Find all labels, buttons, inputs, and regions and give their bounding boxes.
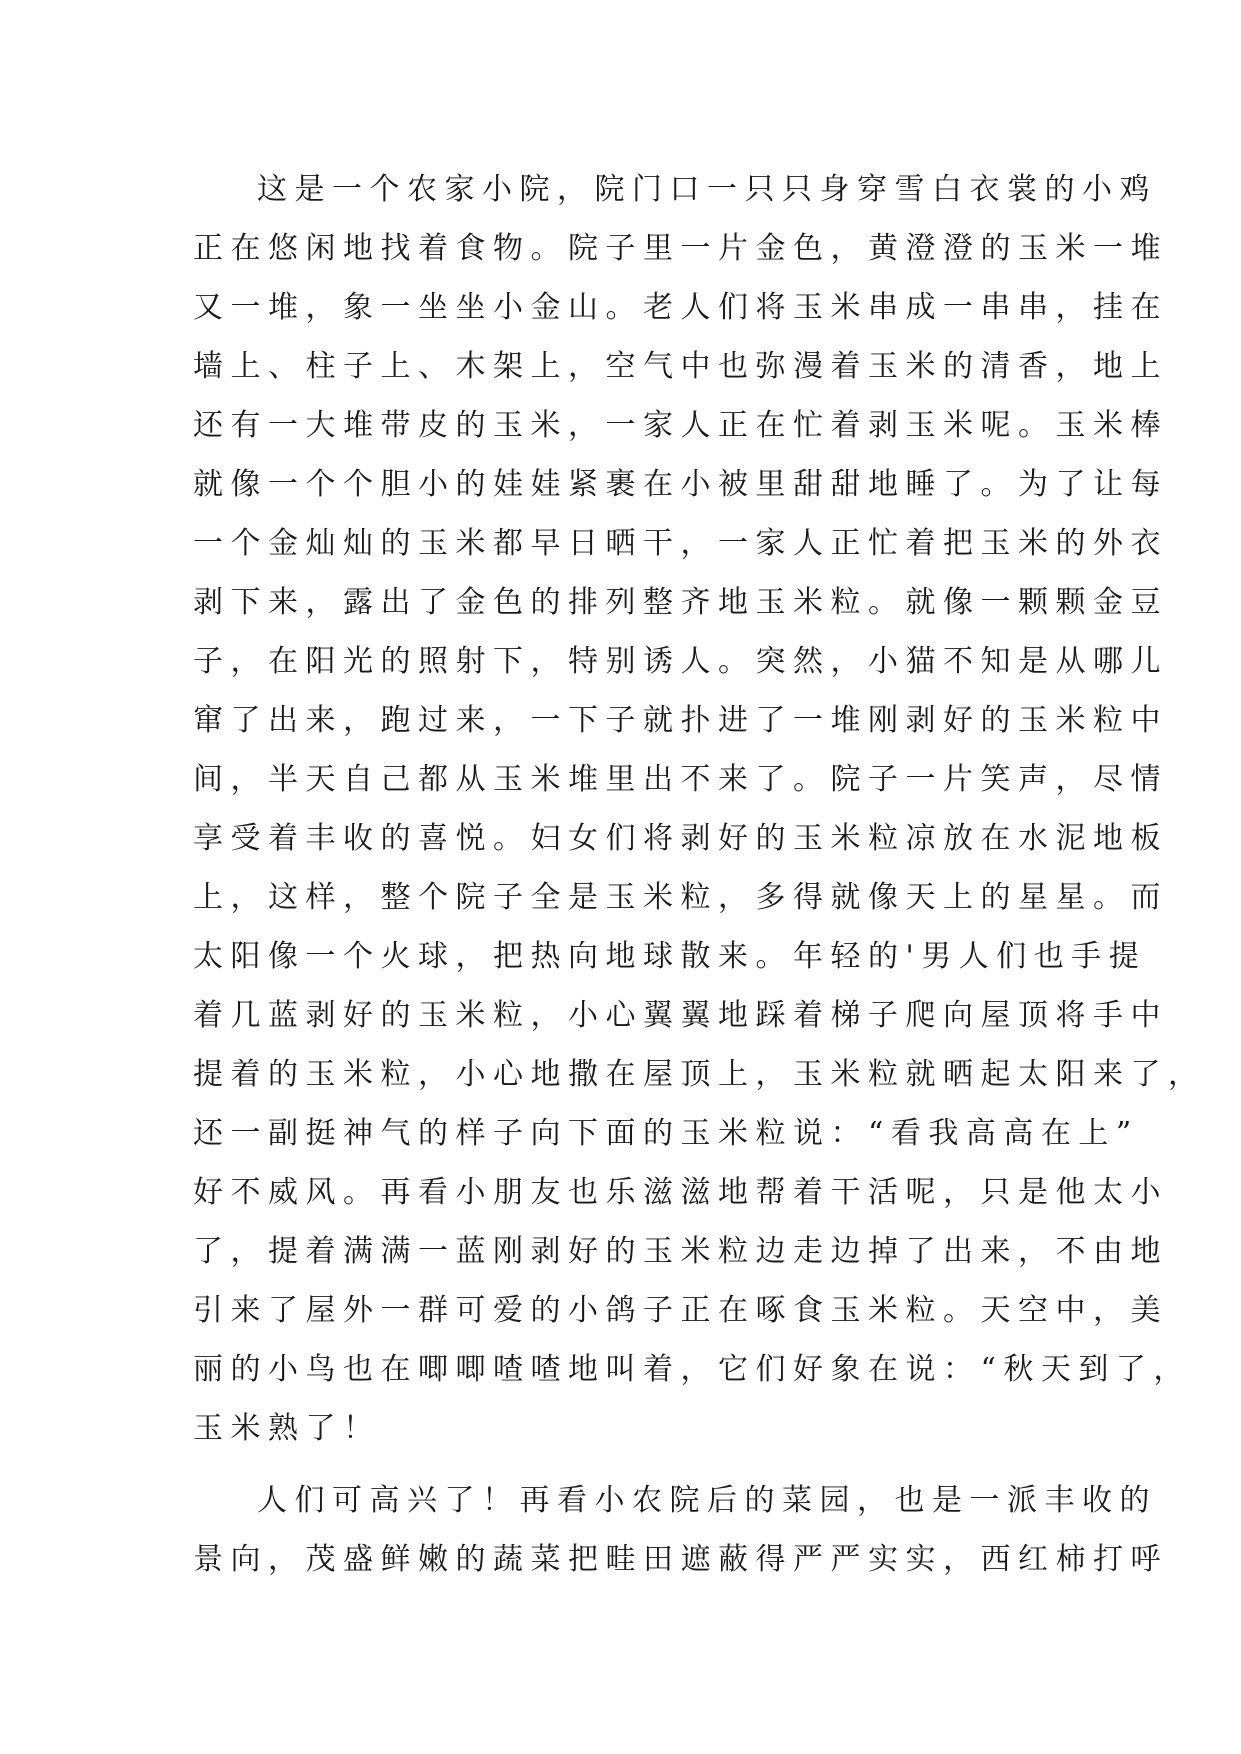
text-line: 正在悠闲地找着食物。院子里一片金色，黄澄澄的玉米一堆	[193, 231, 1168, 266]
paragraph-2	[193, 1471, 1168, 1589]
body-text	[193, 160, 1206, 1589]
text-line: 就像一个个胆小的娃娃紧裹在小被里甜甜地睡了。为了让每	[193, 467, 1168, 502]
text-line: 剥下来，露出了金色的排列整齐地玉米粒。就像一颗颗金豆	[193, 585, 1168, 620]
text-line: 丽的小鸟也在唧唧喳喳地叫着，它们好象在说：“秋天到了，	[193, 1352, 1191, 1387]
text-line: 好不威风。再看小朋友也乐滋滋地帮着干活呢，只是他太小	[193, 1175, 1168, 1210]
text-line: 还有一大堆带皮的玉米，一家人正在忙着剥玉米呢。玉米棒	[193, 408, 1168, 443]
paragraph-spacer	[193, 1458, 1055, 1471]
text-line: 又一堆，象一坐坐小金山。老人们将玉米串成一串串，挂在	[193, 290, 1168, 325]
text-line: 上，这样，整个院子全是玉米粒，多得就像天上的星星。而	[193, 880, 1168, 915]
text-line: 玉米熟了！	[193, 1411, 381, 1446]
text-line: 了，提着满满一蓝刚剥好的玉米粒边走边掉了出来，不由地	[193, 1234, 1168, 1269]
text-line: 太阳像一个火球，把热向地球散来。年轻的'男人们也手提	[193, 939, 1147, 974]
text-line: 还一副挺神气的样子向下面的玉米粒说：“看我高高在上”	[193, 1116, 1139, 1151]
text-line: 享受着丰收的喜悦。妇女们将剥好的玉米粒凉放在水泥地板	[193, 821, 1168, 856]
text-line: 一个金灿灿的玉米都早日晒干，一家人正忙着把玉米的外衣	[193, 526, 1168, 561]
text-line: 引来了屋外一群可爱的小鸽子正在啄食玉米粒。天空中，美	[193, 1293, 1168, 1328]
text-line: 提着的玉米粒，小心地撒在屋顶上，玉米粒就晒起太阳来了，	[193, 1057, 1206, 1092]
paragraph-1	[193, 160, 1206, 1458]
text-line: 人们可高兴了！再看小农院后的菜园，也是一派丰收的	[257, 1483, 1157, 1518]
text-line: 窜了出来，跑过来，一下子就扑进了一堆刚剥好的玉米粒中	[193, 703, 1168, 738]
text-line: 间，半天自己都从玉米堆里出不来了。院子一片笑声，尽情	[193, 762, 1168, 797]
text-line: 景向，茂盛鲜嫩的蔬菜把畦田遮蔽得严严实实，西红柿打呼	[193, 1542, 1168, 1577]
text-line: 子，在阳光的照射下，特别诱人。突然，小猫不知是从哪儿	[193, 644, 1168, 679]
text-line: 着几蓝剥好的玉米粒，小心翼翼地踩着梯子爬向屋顶将手中	[193, 998, 1168, 1033]
text-line: 墙上、柱子上、木架上，空气中也弥漫着玉米的清香，地上	[193, 349, 1168, 384]
text-line: 这是一个农家小院，院门口一只只身穿雪白衣裳的小鸡	[257, 172, 1157, 207]
